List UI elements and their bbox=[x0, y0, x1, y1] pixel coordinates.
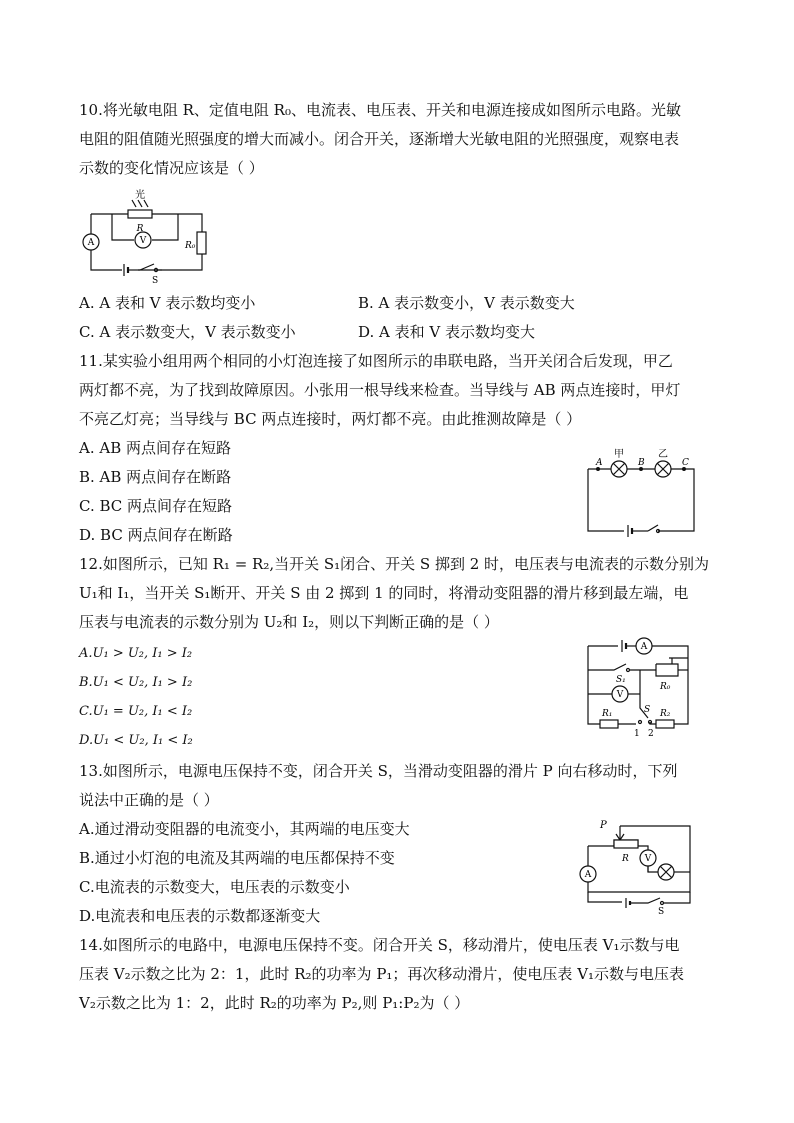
q11-point-a: A bbox=[596, 458, 603, 468]
q11-circuit-diagram bbox=[584, 443, 704, 535]
q10-voltmeter-label: V bbox=[139, 236, 147, 246]
q10-line-2: 电阻的阻值随光照强度的增大而减小。闭合开关，逐渐增大光敏电阻的光照强度，观察电表 bbox=[79, 130, 680, 148]
q13-voltmeter-label: V bbox=[644, 854, 652, 864]
q13-p-label: P bbox=[600, 820, 607, 831]
q10-circuit-diagram bbox=[78, 186, 218, 286]
q12-circuit-diagram bbox=[584, 636, 696, 740]
q13-option-b[interactable]: B.通过小灯泡的电流及其两端的电压都保持不变 bbox=[79, 849, 395, 867]
q11-line-1: 11.某实验小组用两个相同的小灯泡连接了如图所示的串联电路，当开关闭合后发现，甲乙 bbox=[79, 352, 673, 370]
q13-line-1: 13.如图所示，电源电压保持不变，闭合开关 S，当滑动变阻器的滑片 P 向右移动时，下列 bbox=[79, 762, 678, 780]
q13-ammeter-label: A bbox=[584, 870, 592, 880]
q12-s-label: S bbox=[644, 705, 651, 715]
q12-option-a[interactable]: A.U₁ > U₂, I₁ > I₂ bbox=[79, 646, 193, 661]
q12-r0-label: R₀ bbox=[660, 682, 671, 692]
q11-bulb-yi-label: 乙 bbox=[658, 449, 668, 460]
q14-line-1: 14.如图所示的电路中，电源电压保持不变。闭合开关 S，移动滑片，使电压表 V₁示数与电 bbox=[79, 936, 680, 954]
q11-line-3: 不亮乙灯亮；当导线与 BC 两点连接时，两灯都不亮。由此推测故障是（ ） bbox=[79, 410, 582, 428]
q12-option-c[interactable]: C.U₁ = U₂, I₁ < I₂ bbox=[79, 704, 193, 719]
q10-switch-label: S bbox=[152, 276, 159, 286]
q12-terminal-1: 1 bbox=[634, 729, 640, 739]
q12-terminal-2: 2 bbox=[648, 729, 654, 739]
q11-option-b[interactable]: B. AB 两点间存在断路 bbox=[79, 468, 232, 486]
q12-r2-label: R₂ bbox=[660, 709, 671, 719]
q14-line-3: V₂示数之比为 1：2，此时 R₂的功率为 P₂,则 P₁:P₂为（ ） bbox=[79, 994, 470, 1012]
q12-line-1: 12.如图所示，已知 R₁ = R₂,当开关 S₁闭合、开关 S 掷到 2 时，电压表与电流表的示数分别为 bbox=[79, 555, 710, 573]
q12-line-2: U₁和 I₁，当开关 S₁断开、开关 S 由 2 掷到 1 的同时，将滑动变阻器的滑片移到最左端，电 bbox=[79, 584, 689, 602]
q12-s1-label: S₁ bbox=[616, 675, 626, 685]
q11-option-c[interactable]: C. BC 两点间存在短路 bbox=[79, 497, 233, 515]
q12-ammeter-label: A bbox=[640, 642, 648, 652]
q11-option-d[interactable]: D. BC 两点间存在断路 bbox=[79, 526, 233, 544]
q12-option-d[interactable]: D.U₁ < U₂, I₁ < I₂ bbox=[79, 733, 193, 748]
q10-ammeter-label: A bbox=[87, 238, 95, 248]
q11-option-a[interactable]: A. AB 两点间存在短路 bbox=[79, 439, 231, 457]
q10-option-c[interactable]: C. A 表示数变大，V 表示数变小 bbox=[79, 323, 296, 341]
q12-r1-label: R₁ bbox=[602, 709, 613, 719]
q13-line-2: 说法中正确的是（ ） bbox=[79, 791, 219, 809]
q11-line-2: 两灯都不亮，为了找到故障原因。小张用一根导线来检查。当导线与 AB 两点连接时，甲灯 bbox=[79, 381, 681, 399]
q10-option-b[interactable]: B. A 表示数变小，V 表示数变大 bbox=[358, 294, 575, 312]
q13-option-a[interactable]: A.通过滑动变阻器的电流变小，其两端的电压变大 bbox=[79, 820, 410, 838]
q13-r-label: R bbox=[622, 854, 629, 864]
q12-option-b[interactable]: B.U₁ < U₂, I₁ > I₂ bbox=[79, 675, 193, 690]
q10-r-label: R bbox=[136, 224, 144, 234]
q13-switch-label: S bbox=[658, 907, 665, 917]
q10-option-d[interactable]: D. A 表和 V 表示数均变大 bbox=[358, 323, 535, 341]
q12-line-3: 压表与电流表的示数分别为 U₂和 I₂，则以下判断正确的是（ ） bbox=[79, 613, 499, 631]
q13-circuit-diagram bbox=[580, 818, 696, 917]
q10-light-label: 光 bbox=[135, 190, 145, 201]
q10-r0-label: R₀ bbox=[185, 241, 196, 251]
q13-option-c[interactable]: C.电流表的示数变大，电压表的示数变小 bbox=[79, 878, 350, 896]
q11-point-b: B bbox=[638, 458, 645, 468]
q10-line-1: 10.将光敏电阻 R、定值电阻 R₀、电流表、电压表、开关和电源连接成如图所示电路。光敏 bbox=[79, 101, 681, 119]
q10-line-3: 示数的变化情况应该是（ ） bbox=[79, 159, 264, 177]
q13-option-d[interactable]: D.电流表和电压表的示数都逐渐变大 bbox=[79, 907, 321, 925]
q10-option-a[interactable]: A. A 表和 V 表示数均变小 bbox=[79, 294, 256, 312]
q11-bulb-jia-label: 甲 bbox=[614, 449, 624, 460]
q12-voltmeter-label: V bbox=[616, 690, 624, 700]
q14-line-2: 压表 V₂示数之比为 2：1，此时 R₂的功率为 P₁；再次移动滑片，使电压表 V₁示数与电压表 bbox=[79, 965, 685, 983]
q11-point-c: C bbox=[682, 458, 689, 468]
